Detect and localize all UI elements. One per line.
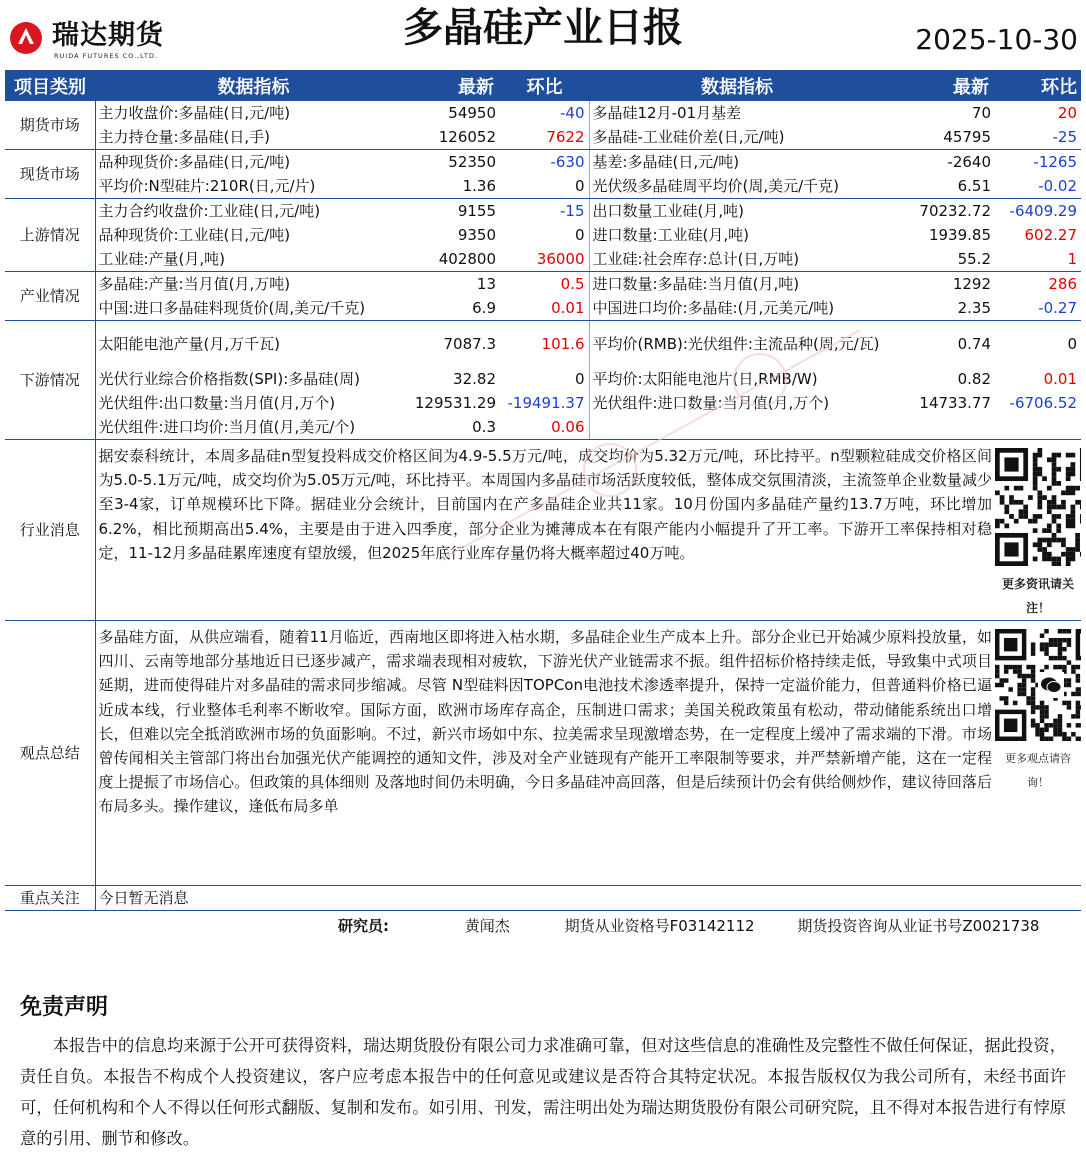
latest-value: 32.82: [453, 370, 496, 388]
latest-value: 70232.72: [919, 202, 991, 220]
change-value: -40: [500, 101, 589, 125]
indicator-label: 多晶硅-工业硅价差(日,元/吨): [589, 125, 885, 150]
indicator-label: 工业硅:产量(月,吨): [95, 247, 412, 272]
table-row: [5, 199, 1081, 224]
change-value: 0.01: [500, 296, 589, 321]
change-value: 1: [995, 247, 1081, 272]
change-value: [995, 415, 1081, 440]
indicator-label: 光伏组件:进口数量:当月值(月,万个): [592, 394, 830, 412]
change-value: 286: [1048, 275, 1077, 293]
indicator-label: 进口数量:工业硅(月,吨): [592, 226, 750, 244]
change-value: 20: [1057, 104, 1077, 122]
change-value: -0.02: [995, 174, 1081, 199]
indicator-label: 品种现货价:多晶硅(日,元/吨): [98, 153, 291, 171]
latest-value: 129531.29: [414, 394, 496, 412]
news-qr-caption: 更多资讯请关注！: [1001, 577, 1074, 615]
latest-value: 0.3: [412, 415, 500, 440]
latest-value: 1.36: [412, 174, 500, 199]
change-value: 0: [1067, 335, 1077, 353]
indicator-label: 太阳能电池产量(月,万千瓦): [98, 335, 280, 353]
indicator-label: 基差:多晶硅(日,元/吨): [592, 153, 740, 171]
change-value: 36000: [500, 247, 589, 272]
latest-value: 402800: [412, 247, 500, 272]
latest-value: 0.74: [957, 335, 991, 353]
header-category: 项目类别: [5, 70, 95, 101]
table-row: [5, 272, 1081, 297]
qualification-number: 期货从业资格号F03142112: [564, 917, 755, 935]
header-change-right: 环比: [995, 70, 1081, 101]
consulting-certificate-number: 期货投资咨询从业证书号Z0021738: [797, 917, 1040, 935]
focus-category: 重点关注: [5, 886, 95, 911]
researcher-row: [338, 915, 1039, 936]
news-qr-cell: [995, 440, 1081, 621]
table-row: [5, 174, 1081, 199]
indicator-label: 光伏组件:出口数量:当月值(月,万个): [98, 394, 336, 412]
table-row: [5, 150, 1081, 175]
table-row: [5, 391, 1081, 415]
disclaimer-text: 本报告中的信息均来源于公开可获得资料，瑞达期货股份有限公司力求准确可靠，但对这些信息的准确性及完整性不做任何保证，据此投资，责任自负。本报告不构成个人投资建议，客户应考虑本报告中的任何意见或建议是否符合其特定状况。本报告版权仅为我公司所有，未经书面许可，任何机构和个人不得以任何形式翻版、复制和发布。如引用、刊发，需注明出处为瑞达期货股份有限公司研究院，且不得对本报告进行有悖原意的引用、删节和修改。: [20, 1036, 1066, 1148]
change-value: -6706.52: [1009, 394, 1077, 412]
table-row: [5, 125, 1081, 150]
category-cell: 产业情况: [5, 272, 95, 321]
indicator-label: 光伏级多晶硅周平均价(周,美元/千克): [589, 174, 885, 199]
latest-value: 0.82: [957, 370, 991, 388]
table-header-row: [5, 70, 1081, 101]
indicator-label: 工业硅:社会库存:总计(日,万吨): [589, 247, 885, 272]
researcher-name: 黄闻杰: [464, 917, 510, 935]
indicator-label: 多晶硅12月-01月基差: [592, 104, 742, 122]
indicator-label: 光伏组件:进口均价:当月值(月,美元/个): [95, 415, 412, 440]
indicator-label: 光伏行业综合价格指数(SPI):多晶硅(周): [98, 370, 360, 388]
indicator-label: 平均价:N型硅片:210R(日,元/片): [95, 174, 412, 199]
latest-value: 6.9: [412, 296, 500, 321]
latest-value: 9350: [457, 226, 496, 244]
latest-value: 9155: [457, 202, 496, 220]
disclaimer-title: 免责声明: [20, 995, 109, 1020]
change-value: 602.27: [1024, 226, 1077, 244]
change-value: 101.6: [500, 321, 589, 368]
view-qr-caption: 更多观点请咨询！: [1005, 752, 1071, 789]
indicator-label: 主力合约收盘价:工业硅(日,元/吨): [98, 202, 321, 220]
latest-value: -2640: [947, 153, 991, 171]
logo-english-text: RUIDA FUTURES CO.,LTD.: [54, 52, 158, 60]
change-value: 0: [500, 367, 589, 391]
view-text: 多晶硅方面，从供应端看，随着11月临近，西南地区即将进入枯水期，多晶硅企业生产成本上升。部分企业已开始减少原料投放量，如四川、云南等地部分基地近日已逐步减产，需求端表现相对疲软，下游光伏产业链需求不振。组件招标价格持续走低，导致集中式项目延期，进而使得硅片对多晶硅的需求同步缩减。尽管 N型硅料因TOPCon电池技术渗透率提升，保持一定溢价能力，但普通料价格已逼近成本线，行业整体毛利率不断收窄。国际方面，欧洲市场库存高企，压制进口需求；美国关税政策虽有松动，带动储能系统出口增长，但难以完全抵消欧洲市场的负面影响。不过，新兴市场如中东、拉美需求呈现激增态势，在一定程度上缓冲了需求端的下滑。市场曾传闻相关主管部门将出台加强光伏产能调控的通知文件，涉及对全产业链现有产能开工率限制等要求，并严禁新增产能，这在一定程度上提振了市场信心。但政策的具体细则 及落地时间仍未明确，今日多晶硅冲高回落，但是后续预计仍会有供给侧炒作，建议待回落后布局多头。操作建议，逢低布局多单: [95, 621, 995, 886]
indicator-label: 平均价(RMB):光伏组件:主流品种(周,元/瓦): [592, 335, 880, 353]
news-row: [5, 440, 1081, 621]
wechat-icon: [1038, 672, 1064, 698]
indicator-label: 进口数量:多晶硅:当月值(月,吨): [592, 275, 800, 293]
table-body: [5, 101, 1081, 440]
focus-row: [5, 886, 1081, 911]
latest-value: 7087.3: [443, 335, 496, 353]
report-table: [5, 70, 1081, 911]
table-row: [5, 415, 1081, 440]
change-value: 0: [500, 174, 589, 199]
report-date: 2025-10-30: [915, 23, 1078, 56]
change-value: 0: [500, 223, 589, 247]
change-value: 0.01: [1043, 370, 1077, 388]
latest-value: 54950: [448, 104, 496, 122]
latest-value: 2.35: [885, 296, 995, 321]
latest-value: 6.51: [885, 174, 995, 199]
table-row: [5, 321, 1081, 368]
header-latest-right: 最新: [885, 70, 995, 101]
news-category: 行业消息: [5, 440, 95, 621]
table-row: [5, 296, 1081, 321]
change-value: -19491.37: [500, 391, 589, 415]
category-cell: 期货市场: [5, 101, 95, 150]
latest-value: 55.2: [885, 247, 995, 272]
table-row: [5, 101, 1081, 125]
header-indicator-left: 数据指标: [95, 70, 412, 101]
latest-value: [885, 415, 995, 440]
change-value: -630: [500, 150, 589, 175]
table-row: [5, 247, 1081, 272]
latest-value: 1292: [952, 275, 991, 293]
change-value: -6409.29: [1009, 202, 1077, 220]
news-text: 据安泰科统计，本周多晶硅n型复投料成交价格区间为4.9-5.5万元/吨，成交均价为5.32万元/吨，环比持平。n型颗粒硅成交价格区间为5.0-5.1万元/吨，成交均价为5.05万元/吨，环比持平。本周国内多晶硅市场活跃度较低，整体成交氛围清淡，主流签单企业数量减少至3-4家，订单规模环比下降。据硅业分会统计，目前国内在产多晶硅企业共11家。10月份国内多晶硅产量约13.7万吨，环比增加6.2%，相比预期高出5.4%，主要是由于进入四季度，部分企业为摊薄成本在有限产能内小幅提升了开工率。下游开工率保持相对稳定，11-12月多晶硅累库速度有望放缓，但2025年底行业库存量仍将大概率超过40万吨。: [95, 440, 995, 621]
category-cell: 下游情况: [5, 321, 95, 440]
change-value: 0.5: [500, 272, 589, 297]
category-cell: 上游情况: [5, 199, 95, 272]
researcher-label: 研究员:: [338, 917, 389, 935]
indicator-label: 多晶硅:产量:当月值(月,万吨): [98, 275, 291, 293]
change-value: 7622: [500, 125, 589, 150]
table-row: [5, 367, 1081, 391]
view-category: 观点总结: [5, 621, 95, 886]
view-row: [5, 621, 1081, 886]
header-latest-left: 最新: [412, 70, 500, 101]
qr-code-icon: [995, 629, 1081, 741]
change-value: -15: [500, 199, 589, 224]
indicator-label: 中国:进口多晶硅料现货价(周,美元/千克): [95, 296, 412, 321]
logo-text: 瑞达期货: [52, 20, 164, 51]
latest-value: 126052: [412, 125, 500, 150]
qr-code-icon: [995, 448, 1081, 566]
view-qr-cell: [995, 621, 1081, 886]
indicator-label: [589, 415, 885, 440]
change-value: -25: [995, 125, 1081, 150]
indicator-label: 主力持仓量:多晶硅(日,手): [95, 125, 412, 150]
indicator-label: 平均价:太阳能电池片(日,RMB/W): [592, 370, 818, 388]
change-value: -0.27: [995, 296, 1081, 321]
change-value: 0.06: [500, 415, 589, 440]
report-title: 多晶硅产业日报: [403, 5, 683, 51]
latest-value: 1939.85: [928, 226, 991, 244]
indicator-label: 出口数量工业硅(月,吨): [592, 202, 744, 220]
latest-value: 14733.77: [919, 394, 991, 412]
header-change-left: 环比: [500, 70, 589, 101]
latest-value: 45795: [885, 125, 995, 150]
table-row: [5, 223, 1081, 247]
latest-value: 70: [971, 104, 991, 122]
indicator-label: 品种现货价:工业硅(日,元/吨): [98, 226, 291, 244]
latest-value: 13: [476, 275, 496, 293]
latest-value: 52350: [448, 153, 496, 171]
change-value: -1265: [1033, 153, 1077, 171]
indicator-label: 中国进口均价:多晶硅:(月,元美元/吨): [589, 296, 885, 321]
focus-text: 今日暂无消息: [95, 886, 1081, 911]
indicator-label: 主力收盘价:多晶硅(日,元/吨): [98, 104, 291, 122]
category-cell: 现货市场: [5, 150, 95, 199]
header-indicator-right: 数据指标: [589, 70, 885, 101]
